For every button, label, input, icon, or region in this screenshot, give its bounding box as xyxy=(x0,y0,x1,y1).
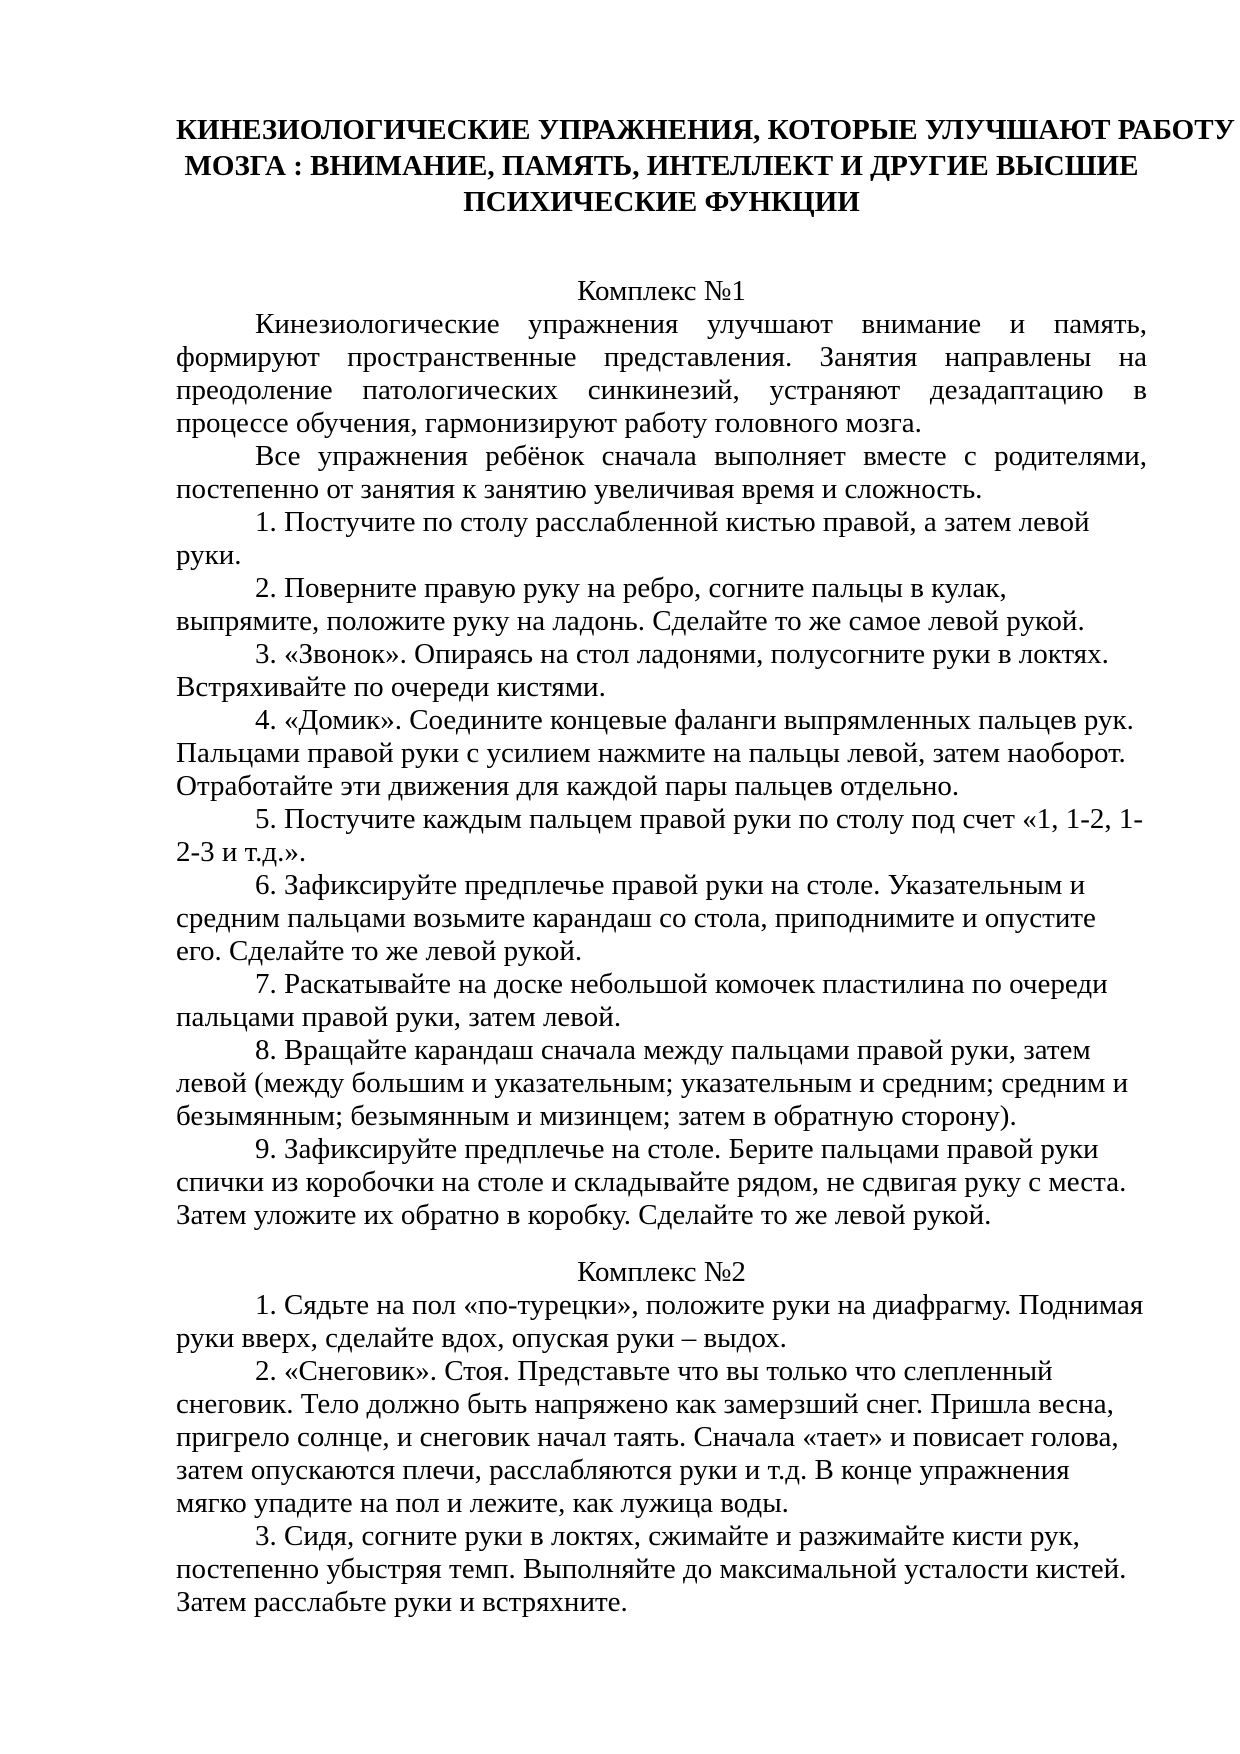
exercise-item-1-8: 8. Вращайте карандаш сначала между пальцами правой руки, затем левой (между большим и указательным; указательным и средним; средним и безымянным; безымянным и мизинцем; затем в обратную сторону). xyxy=(176,1034,1129,1132)
intro-paragraph-1: Кинезиологические упражнения улучшают внимание и память, формируют пространственные представления. Занятия направлены на преодоление патологических синкинезий, устраняют дезадаптацию в процессе обучения, гармонизируют работу головного мозга. xyxy=(176,308,1147,439)
section-heading-complex-2: Комплекс №2 xyxy=(577,1256,746,1288)
exercise-item-2-3: 3. Сидя, согните руки в локтях, сжимайте и разжимайте кисти рук, постепенно убыстряя темп. Выполняйте до максимальной усталости кистей. Затем расслабьте руки и встряхните. xyxy=(176,1520,1127,1618)
exercise-item-1-2: 2. Поверните правую руку на ребро, согните пальцы в кулак, выпрямите, положите руку на ладонь. Сделайте то же самое левой рукой. xyxy=(176,572,1085,637)
exercise-item-1-4: 4. «Домик». Соедините концевые фаланги выпрямленных пальцев рук. Пальцами правой руки с усилием нажмите на пальцы левой, затем наоборот. Отработайте эти движения для каждой пары пальцев отдельно. xyxy=(176,704,1134,802)
exercise-item-1-3: 3. «Звонок». Опираясь на стол ладонями, полусогните руки в локтях. Встряхивайте по очереди кистями. xyxy=(176,638,1109,703)
intro-paragraph-2: Все упражнения ребёнок сначала выполняет вместе с родителями, постепенно от занятия к занятию увеличивая время и сложность. xyxy=(176,440,1147,505)
exercise-item-2-2: 2. «Снеговик». Стоя. Представьте что вы только что слепленный снеговик. Тело должно быть напряжено как замерзший снег. Пришла весна, пригрело солнце, и снеговик начал таять. Сначала «тает» и повисает голова, затем опускаются плечи, расслабляются руки и т.д. В конце упражнения мягко упадите на пол и лежите, как лужица воды. xyxy=(176,1355,1119,1519)
document-title-line-2: МОЗГА : ВНИМАНИЕ, ПАМЯТЬ, ИНТЕЛЛЕКТ И ДРУГИЕ ВЫСШИЕ xyxy=(184,150,1139,182)
exercise-item-1-9: 9. Зафиксируйте предплечье на столе. Берите пальцами правой руки спички из коробочки на столе и складывайте рядом, не сдвигая руку с места. Затем уложите их обратно в коробку. Сделайте то же левой рукой. xyxy=(176,1133,1127,1231)
exercise-item-1-5: 5. Постучите каждым пальцем правой руки по столу под счет «1, 1-2, 1-2-3 и т.д.». xyxy=(176,803,1144,868)
section-heading-complex-1: Комплекс №1 xyxy=(577,275,746,307)
exercise-item-1-7: 7. Раскатывайте на доске небольшой комочек пластилина по очереди пальцами правой руки, затем левой. xyxy=(176,968,1108,1033)
exercise-item-2-1: 1. Сядьте на пол «по-турецки», положите руки на диафрагму. Поднимая руки вверх, сделайте вдох, опуская руки – выдох. xyxy=(176,1289,1144,1354)
exercise-item-1-6: 6. Зафиксируйте предплечье правой руки на столе. Указательным и средним пальцами возьмите карандаш со стола, приподнимите и опустите его. Сделайте то же левой рукой. xyxy=(176,869,1096,967)
document-title-line-1: КИНЕЗИОЛОГИЧЕСКИЕ УПРАЖНЕНИЯ, КОТОРЫЕ УЛУЧШАЮТ РАБОТУ xyxy=(176,114,1235,146)
exercise-item-1-1: 1. Постучите по столу расслабленной кистью правой, а затем левой руки. xyxy=(176,506,1090,571)
document-title xyxy=(176,112,1235,220)
document-title-line-3: ПСИХИЧЕСКИЕ ФУНКЦИИ xyxy=(463,186,860,218)
